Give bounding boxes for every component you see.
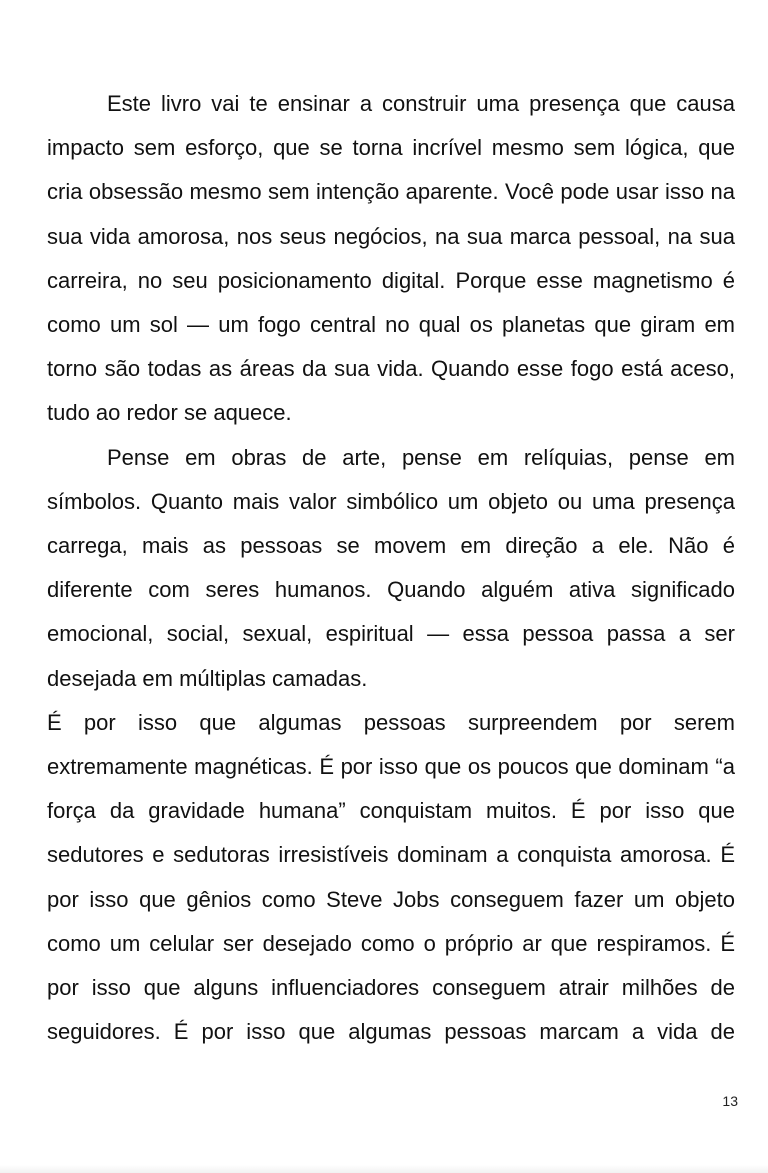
paragraph: Este livro vai te ensinar a construir uma presença que causa impacto sem esforço, que se torna incrível mesmo sem lógica, que cria obsessão mesmo sem intenção aparente. Você pode usar isso na sua vida amorosa, nos seus negócios, na sua marca pessoal, na sua carreira, no seu posicionamento digital. Porque esse magnetismo é como um sol — um fogo central no qual os planetas que giram em torno são todas as áreas da sua vida. Quando esse fogo está aceso, tudo ao redor se aquece. xyxy=(47,91,735,426)
body-text xyxy=(47,82,735,1054)
page-number: 13 xyxy=(722,1093,738,1109)
paragraph: Pense em obras de arte, pense em relíquias, pense em símbolos. Quanto mais valor simbólico um objeto ou uma presença carrega, mais as pessoas se movem em direção a ele. Não é diferente com seres humanos. Quando alguém ativa significado emocional, social, sexual, espiritual — essa pessoa passa a ser desejada em múltiplas camadas. xyxy=(47,444,735,691)
paragraph: É por isso que algumas pessoas surpreendem por serem extremamente magnéticas. É por isso que os poucos que dominam “a força da gravidade humana” conquistam muitos. É por isso que sedutores e sedutoras irresistíveis dominam a conquista amorosa. É por isso que gênios como Steve Jobs conseguem fazer um objeto como um celular ser desejado como o próprio ar que respiramos. É por isso que alguns influenciadores conseguem atrair milhões de seguidores. É por isso que algumas pessoas marcam a vida de xyxy=(47,709,735,1045)
page-edge xyxy=(0,1165,768,1173)
